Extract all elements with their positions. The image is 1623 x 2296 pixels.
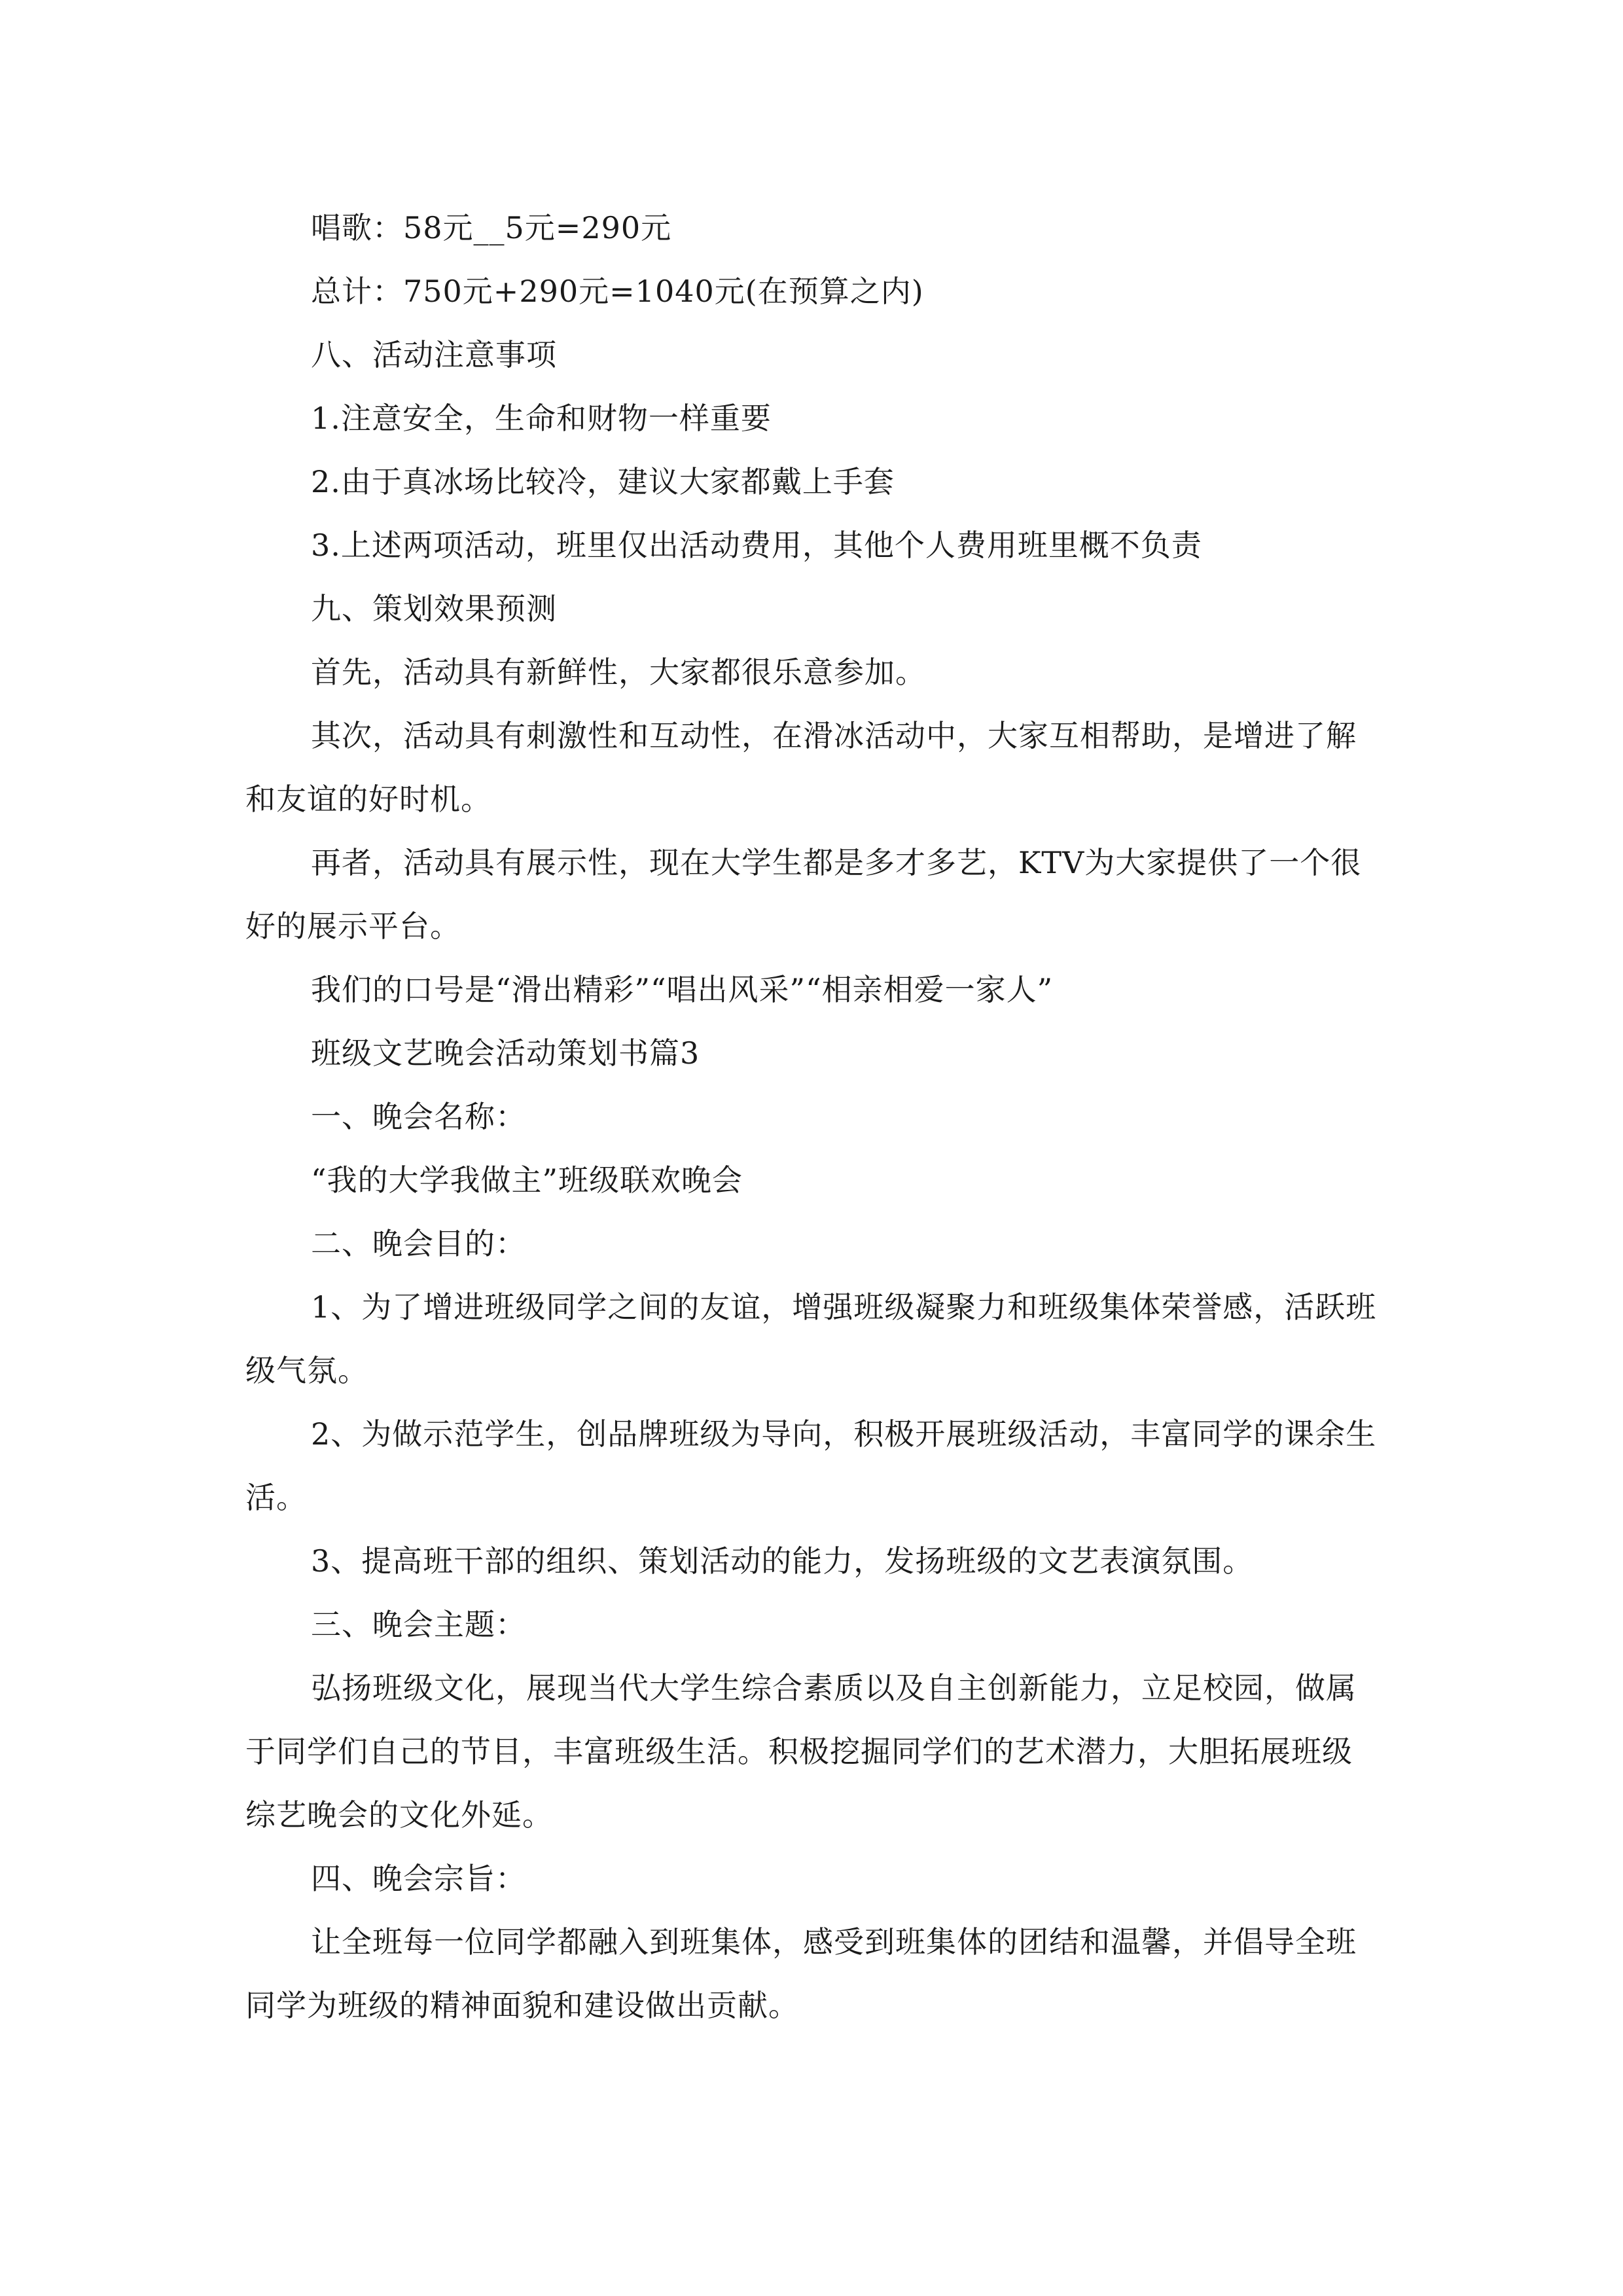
section-heading: 九、策划效果预测 — [311, 591, 557, 626]
paragraph: 弘扬班级文化，展现当代大学生综合素质以及自主创新能力，立足校园，做属于同学们自己的节目，丰富班级生活。积极挖掘同学们的艺术潜力，大胆拓展班级综艺晚会的文化外延。 — [245, 1670, 1357, 1833]
section-heading: 二、晚会目的： — [311, 1226, 526, 1261]
paragraph: 3.上述两项活动，班里仅出活动费用，其他个人费用班里概不负责 — [311, 528, 1202, 563]
paragraph: 让全班每一位同学都融入到班集体，感受到班集体的团结和温馨，并倡导全班同学为班级的精神面貌和建设做出贡献。 — [245, 1924, 1357, 2023]
paragraph: “我的大学我做主”班级联欢晚会 — [311, 1162, 743, 1198]
paragraph: 2.由于真冰场比较冷，建议大家都戴上手套 — [311, 464, 895, 499]
section-heading: 四、晚会宗旨： — [311, 1861, 526, 1896]
paragraph: 1、为了增进班级同学之间的友谊，增强班级凝聚力和班级集体荣誉感，活跃班级气氛。 — [245, 1289, 1377, 1388]
paragraph: 唱歌：58元__5元=290元 — [311, 210, 672, 245]
paragraph: 2、为做示范学生，创品牌班级为导向，积极开展班级活动，丰富同学的课余生活。 — [245, 1416, 1377, 1515]
paragraph: 3、提高班干部的组织、策划活动的能力，发扬班级的文艺表演氛围。 — [311, 1543, 1254, 1579]
section-heading: 八、活动注意事项 — [311, 337, 557, 372]
paragraph: 再者，活动具有展示性，现在大学生都是多才多艺，KTV为大家提供了一个很好的展示平台。 — [245, 845, 1362, 944]
paragraph: 我们的口号是“滑出精彩”“唱出风采”“相亲相爱一家人” — [311, 972, 1054, 1007]
document-body — [245, 196, 1381, 2037]
paragraph: 1.注意安全，生命和财物一样重要 — [311, 401, 772, 436]
paragraph: 其次，活动具有刺激性和互动性，在滑冰活动中，大家互相帮助，是增进了解和友谊的好时机。 — [245, 718, 1357, 817]
paragraph: 首先，活动具有新鲜性，大家都很乐意参加。 — [311, 655, 926, 690]
section-heading: 三、晚会主题： — [311, 1607, 526, 1642]
section-heading: 一、晚会名称： — [311, 1099, 526, 1134]
paragraph: 总计：750元+290元=1040元(在预算之内) — [311, 274, 924, 309]
article-title: 班级文艺晚会活动策划书篇3 — [311, 1035, 700, 1071]
